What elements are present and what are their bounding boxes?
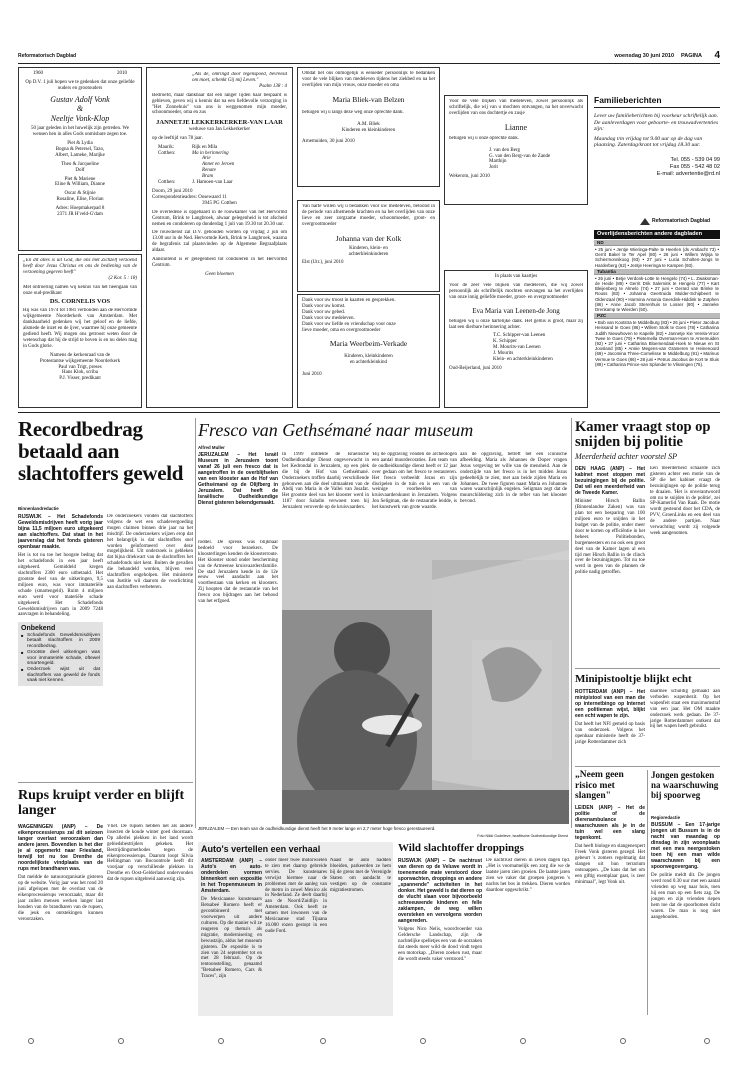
verse: „En dit alles is uit God, die ons met Zichzelf verzoend heeft door Jezus Christus en ons de bediening van de verzoening gegeven heeft"	[23, 258, 137, 275]
mini-text-2: daarmee schuldig gemaakt aan verboden wapenbezit. Op het wapenfeit staat een maximumstraf van een jaar. Het OM maakte onderzoek werk gedaan. De 37-jarige Rotterdammer ontkent dat hij het wapen heeft gebruikt.	[650, 689, 720, 730]
ad-thanks-belzen	[297, 67, 440, 187]
record-text-2: De onderzoekers vonden dat slachtoffers volgens de wet een schadevergoeding mogen claimen binnen drie jaar na het misdrijf. De onderzoekers wijzen erop dat het belangrijk is dat slachtoffers snel worden geïnformeerd over deze mogelijkheid. Uit onderzoek is gebleken dat bijna driekwart van de slachtoffers het schadefonds niet kent. Buiten de gevallen die behandeld worden, blijven veel slachtoffers ongeholpen. Het ministerie van Justitie wil daarom de voorlichting aan slachtoffers verbeteren.	[107, 514, 193, 590]
ad-thanks-weerbeim	[297, 294, 440, 408]
rups-text-2: Vliet. De rupsen hebben net als andere insecten de koude winter goed doorstaan. Op allerlei plekken in het land wordt gebiedsbestrijders gekeken. Het Bestrijdingsmethodes tegen de eikenprocessierups. Daarom loopt Silvia Hellingman van Bocoontrole heeft dit voorjaar op verschillende plekken in Drenthe en Oost-Gelderland ondervonden dat de rupsen uitgebreid aanwezig zijn.	[107, 824, 193, 883]
rel-1: Rijk en Mila	[192, 144, 218, 150]
page-number: 4	[714, 50, 720, 61]
sign-3: Marthijn	[489, 159, 507, 165]
bullet-1: ■ Schadefonds Geweldsmisdrijven betaalt slachtoffers in 2009 recordbedrag.	[21, 633, 100, 650]
slangen-col	[575, 805, 645, 1015]
place: Wekerom, juni 2010	[449, 174, 490, 180]
deceased-name: Lianne	[504, 122, 528, 132]
family-notices-info	[594, 95, 720, 227]
sign-4: Hans Klok, scriba	[62, 370, 98, 376]
fresco-col-2-top	[282, 452, 369, 537]
sign-1: Kinderen, kleinkinderen	[344, 354, 393, 360]
wild-text-2: De nachtrust dieren in zeven dagen tijd. „Het is voornamelijk een zorg die we de laatste jaren zien groeien. De laatste jaren zien we vaker dat groepen jongeren 's nachts het bos in trekken. Dieren worden daardoor opgeschrikt."	[486, 858, 570, 893]
sign-5: Klein- en achterkleinkinderen	[493, 357, 553, 363]
family-4: Theo & Jacqueline	[61, 161, 99, 167]
sign-2: K. Schipper	[493, 339, 517, 345]
kamer-text-1: Minister Hirsch Ballin (Binnenlandse Zaken) was van plan tot een besparing van 100 miljoen euro te snijden in het budget van de politie, onder meer door te korten op efficiëntie in het beheer. Politiebonden, burgemeesters en nu ook een groot deel van de Kamer lagen al een tijd met Hirsch Ballin in de clinch over de bezuinigingen. Tot nu toe werd in geen van de plannen de politie nadig getroffen.	[575, 499, 645, 576]
couple-name-1: Gustav Adolf Vonk	[50, 94, 110, 104]
registration-mark-4	[320, 1038, 326, 1044]
fresco-headline: Fresco van Gethsémané naar museum	[198, 420, 474, 440]
header-rule	[18, 63, 720, 64]
rd-logo	[640, 217, 720, 227]
verse: „Als de, omringd door tegenspoed, bevreesd om moet, schenkt Gij mij Leven."	[192, 72, 287, 83]
kamer-col-2	[650, 466, 720, 664]
date-line: Doorn, 29 juni 2010	[152, 189, 193, 194]
ad-anniversary-vonk	[18, 67, 142, 251]
family-5: Dolf	[75, 167, 85, 173]
mini-col-1	[575, 689, 645, 763]
verse-ref: Psalm 138 : 4	[259, 83, 287, 89]
obit-text-3: • Bob van Kootstra te Middelburg (83) • 26 juni • Pieter Jacobus Heissand te Goes (86) • Willem Stolk te Goes (78) • Catharina Judith Nieuwhoven te Kapelle (82) • Jannetje Kie Verela-Vroor Twee te Goes (79) • Pieternella Overman-Hoen te Arnemuiden (92) • 27 juni • Catharina Bloemendaal-Hoek te Nieuw en St Joosland (85) • Annie Megens-van Grameren te Heinenoord (69) • Jacomina Three-Cornelisse te Middelburg (91) • Marinus Vermue te Goes (86) • 28 juni • Petrus Jacobus de Kort te Sluis (89) • Catharina Prince-van Splunder te Vlissingen (75).	[595, 320, 719, 367]
family-3: Albert, Lameke, Marijke	[55, 152, 105, 158]
registration-mark-6	[520, 1038, 526, 1044]
paper-name: Reformatorisch Dagblad	[18, 53, 77, 59]
jongen-col	[651, 822, 720, 1015]
family-7: Eline & William, Dianne	[55, 182, 105, 188]
title: In plaats van kaartjes	[494, 274, 538, 279]
registration-mark-8	[704, 1038, 710, 1044]
sign-2: achterkleinkinderen	[348, 251, 389, 257]
slangen-lead: LEIDEN (ANP) – Het de politie of de dierenambulance waarschuwen als je in de tuin wel een slang tegenkomt.	[575, 805, 645, 841]
rel-7: J. Hamoen-van Laar	[192, 180, 233, 186]
fresco-col-1-bottom	[198, 540, 278, 810]
wild-text-1: Volgens Nico Nelis, woordvoerder van Geldersche Landschap, zijn de nachtelijke spelletjes een van de oorzaken dat steeds meer wild de dood vindt tegen een motorkap. „Dieren zoeken rust, maar die wordt steeds vaker verstoord."	[398, 927, 482, 962]
obit-text-2: • 26 juni • Betje Verdonk-Lotte te Hengelo (74) • L. Zwaksman-de Heide (89) • Gerrit Drik Salemink te Hengelo (77) • Kart Bleijenberg te Almelo (74) • 27 juni • Gerard van Brinke te Rouss (83) • Johanna Geertruida Mulder-Schipbeert te Oldenzaal (90) • Harmina Antonia Geerdink-Hiddink te Zutphen (86) • Anne Jacob Sterenhuis te Losser (80) • Janneke Drenkamp te Wierden (50).	[595, 275, 719, 313]
intro: Met ontroering namen wij kennis van het heengaan van onze oud-predikant	[23, 284, 137, 296]
couple-name-2: Neeltje Vonk-Klop	[50, 113, 110, 123]
fresco-photo	[282, 540, 569, 824]
deceased-name: DS. CORNELIS VOS	[49, 298, 111, 306]
info-box	[18, 622, 103, 686]
place-1: Maurik:	[158, 144, 175, 150]
ad-obituary-laar	[146, 67, 293, 408]
sign-1: T.C. Schipper-van Leenen	[493, 333, 546, 339]
sign-1: J. van den Berg	[489, 147, 521, 153]
record-col-2	[107, 514, 193, 778]
text: Bedroefd, maar dankbaar dat een langer lijden haar bespaard is gebleven, geven wij u kennis dat na een liefdevolle verzorging in "Het Zonnehuis" van ons is weggenomen mijn moeder, schoonmoeder, oma en zus	[152, 92, 287, 116]
ad-obituary-vos	[18, 254, 142, 408]
rel-2: Ma in herinnering	[192, 150, 229, 156]
anniversary-text: 50 jaar geleden in het huwelijk zijn getreden. We wensen hen in alles Gods onmisbare zegen toe.	[31, 126, 129, 138]
address-2: 3945 PG Cotthen	[202, 200, 237, 206]
slangen-body: Dat heeft biologe en slangenexpert Freek Vonk gisteren gezegd. Het gebeurt 's zomers regelmatig dat slangen uit hun terrarium ontsnappen. „De kans dat het om een giftig exemplaar gaat, is zeer minimaal", legt Vonk uit.	[575, 844, 645, 885]
body: Het is tot nu toe het hoogste bedrag dat het schadefonds in een jaar heeft uitgekeerd. Gemiddeld kregen slachtoffers 2300 euro uitbetaald. Het grootste deel van de uitkeringen, 9,5 miljoen euro, was voor immateriële schade (smartengeld). Ruim 4 miljoen euro werd voor materiële schade uitgekeerd. Het Schadefonds Geweldsmisdrijven nam in 2009 7248 aanvragen in behandeling.	[18, 553, 103, 618]
sign-3: Paul van Trigt, preses	[58, 364, 102, 370]
auto-headline: Auto's vertellen een verhaal	[201, 844, 321, 854]
address-2: 2371 JR H'veld-G'dam	[57, 212, 103, 218]
ad-thanks-lianne	[444, 95, 588, 205]
place: Oud-Beijerland, juni 2010	[449, 365, 502, 371]
text-2: betuigen wij u langs deze weg onze oprechte dank.	[302, 109, 404, 115]
family-text: Lever uw familieberichten bij voorkeur schriftelijk aan. De aanleverdagen voor geboorte- en trouwadvertenties zijn:	[594, 113, 719, 132]
sign-5: P.J. Visser, predikant	[59, 376, 101, 382]
text: Voor de zeer vele blijken van medeleven, die wij zowel persoonlijk als schriftelijk mochten ontvangen na het overlijden van onze innig geliefde moeder, groot- en overgrootmoeder	[449, 282, 583, 300]
registration-mark-5	[420, 1038, 426, 1044]
jongen-headline: Jongen gestoken na waarschuwing bij spoorweg	[651, 770, 719, 800]
auto-text-3: Naast de auto hadden bloeiden, parkeerden ze hem bij de grens met de Verenigde Staten om aandacht te vestigen op de constante migratiestromen.	[330, 858, 391, 893]
deceased-name: Maria Bliek-van Belzen	[332, 94, 405, 104]
fresco-text-2: 'Bij de opgraving vonden de archeologen een aantal muurdecoraties. Een team van de oudheidkundige dienst heeft er 12 jaar over gedaan om het fresco te restaureren. Het fresco verbeeldt Jezus en zijn discipelen in de tuin en is een van de weinige voorbeelden van kruisvaarderskunst in Jeruzalem. Volgens Jon Seligman, die de restauratie leidde, is het kunstwerk van grote waarde.	[372, 452, 457, 511]
family-9: Rosaline, Elise, Florian	[56, 197, 104, 203]
place: Juni 2010	[302, 372, 322, 378]
obit-label-2: Tubantia	[597, 268, 616, 274]
auto-text-1: De Mexicaanse kunstenaars Betsabeé Romero heeft er gecombineerd met voorwerpen uit andere culturen. Op die manier wil ze reageren op thema's als migratie, modernisering en bewustzijn, aldus het museum gisteren. De expositie is te zien van 24 september tot en met 28 februari. Op de tentoonstelling, genaamd "Betsabeé Romero, Cars & Traces", zijn	[201, 897, 262, 980]
wild-col-1	[398, 858, 482, 1015]
obit-title: Overlijdensberichten andere dagbladen	[594, 230, 720, 239]
page-label: PAGINA	[681, 53, 702, 59]
fresco-restoration-image	[282, 540, 569, 824]
auto-col-2	[265, 858, 327, 1014]
fresco-caption-text: JERUZALEM — Een team van de oudheidkundige dienst heeft het 9 meter lange en 2,7 meter hoge fresco gerestaureerd.	[198, 826, 436, 831]
rups-headline: Rups kruipt verder en blijft langer	[18, 788, 185, 818]
text-3: De rouwdienst zal D.V. gehouden worden op vrijdag 2 juli om 13.00 uur in de Ned. Hervormde Kerk, Brink te Langbroek, waarna de begrafenis zal plaatsvinden op de Algemene Begraafplaats aldaar.	[152, 230, 287, 254]
rel-5: Renate	[202, 168, 216, 174]
family-tel: Tel. 055 - 539 04 99	[670, 156, 720, 163]
relatives	[152, 145, 287, 186]
deceased-name: Johanna van der Kolk	[335, 233, 402, 243]
auto-col-3	[330, 858, 391, 1014]
registration-marks	[0, 1028, 738, 1058]
header-date: woensdag 30 juni 2010	[614, 53, 674, 59]
rups-col-1	[18, 824, 103, 1015]
mini-text-1: Dat heeft het NFI gemeld op basis van onderzoek. Volgens het openbaar ministerie heeft de 37-jarige Rotterdammer zich	[575, 722, 645, 746]
obituary-text: Hij was van 1974 tot 1981 verbonden aan de Hervormde wijkgemeente Noorderkerk van Amsterdam. Met dankbaarheid gedenken wij het geloof en de liefde, alsmede de inzet en de ijver, waarmee hij onze gemeente gediend heeft. Wij mogen ons getroost weten door de wetenschap dat hij de strijd te boven is en nu delen mag in Gods glorie.	[23, 308, 137, 349]
widow-of: weduwe van Jan Lekkerkerker	[188, 126, 251, 132]
text-2: betuigen wij u onze oprechte dank.	[449, 135, 519, 141]
sign-4: J. Mourits	[493, 351, 514, 357]
jongen-lead: BUSSUM – Een 17-jarige jongen uit Bussum is in de nacht van maandag op dinsdag in zijn woonplaats met een mes neergestoken toen hij een man wilde waarschuwen bij een spoorwegovergang.	[651, 822, 720, 870]
auto-text-2: onder meer twee motorwielen te zien met daarop gebreide servies. De kunstenares verwijst hiermee naar de problemen met de aanleg van de metro in zowel Mexico als in Nederland. Ze deelt daarbij aan de Noord/Zuidlijn in Amsterdam. Ook heeft ze samen met inwoners van de Mexicaanse stad Tijuana 16.000 rozen gestopt in een oude Ford.	[265, 858, 327, 934]
auto-lead: AMSTERDAM (ANP) – Auto's en auto-onderdelen vormen binnenkort een expositie in het Tropenmuseum in Amsterdam.	[201, 858, 262, 894]
sign-2: Protestantse wijkgemeente Noorderkerk	[39, 358, 121, 364]
deceased-name: Eva Maria van Leenen-de Jong	[472, 306, 560, 315]
place-3: Cotthen:	[158, 180, 176, 186]
kamer-col-1	[575, 466, 645, 664]
verse-ref: (2 Kor. 5 : 18)	[108, 275, 137, 281]
family-text-2: Maandag t/m vrijdag tot 9.00 uur op de dag van plaatsing. Zaterdag/krant tot vrijdag 18.30 uur.	[594, 135, 703, 148]
rel-6: Bram	[202, 174, 214, 180]
obit-text-1: • 25 juni • Jentje Wieringa-Palte te Heerlen (ds Ambacht 73) • Gerrit Bakel te Ter Apel (80) • 26 juni • Willem Wijnja te Schiermonnikoog (93) • 27 juni • Lucia Scholten-Jongs te Harderberg (62) • Jentje Heeringa te Kampen (93).	[595, 247, 719, 268]
deceased-name: JANNETJE LEKKERKERKER-VAN LAAR	[156, 119, 283, 127]
section-rule	[18, 412, 720, 413]
wild-col-2	[486, 858, 570, 1015]
ad-thanks-kolk	[297, 200, 440, 292]
info-box-title: Onbekend	[21, 624, 56, 632]
kamer-lead: DEN HAAG (ANP) – Het kabinet moet stoppen met bezuinigingen bij de politie. Dat wil een meerderheid van de Tweede Kamer.	[575, 466, 645, 496]
rd-logo-icon	[640, 218, 650, 225]
mini-lead: ROTTERDAM (ANP) – Het minipistool van een man die op internetbingo op Internet een politieman wijst, blijkt een echt wapen te zijn.	[575, 689, 645, 719]
sign-2: en achterkleinkind	[349, 360, 388, 366]
lead: RIJSWIJK – Het Schadefonds Geweldsmisdrijven heeft vorig jaar bijna 11,5 miljoen euro uitgekeerd aan slachtoffers. Dat staat in het jaarverslag dat het fonds gisteren openbaar maakte.	[18, 514, 103, 550]
auto-col-1	[201, 858, 262, 1014]
text: Van harte willen wij u bedanken voor uw medeleven, betoond in de periode van afnemende krachten en na het overlijden van onze lieve en zeer zorgzame moeder, schoonmoeder, groot- en overgrootmoeder	[302, 204, 435, 227]
sign-4: Jorit	[489, 165, 498, 171]
fresco-credit: Foto Nikki Godelieve, Israëlische Oudheidkundige Dienst	[477, 834, 568, 838]
fresco-col-1	[198, 452, 278, 537]
family-6: Piet & Mariene	[64, 176, 96, 182]
registration-mark-3	[218, 1038, 224, 1044]
fresco-byline: Alfred Muller	[198, 445, 225, 450]
text-4: Aansluitend is er gelegenheid tot condoleren in het Hervormd Centrum.	[152, 257, 287, 268]
obituaries-other-papers	[594, 230, 720, 408]
no-flowers: Geen bloemen	[205, 271, 234, 277]
year-left: 1960	[33, 71, 43, 76]
line-6: lieve moeder, oma en overgrootmoeder	[302, 327, 381, 333]
sign-1: Kinderen, klein- en	[349, 245, 388, 251]
jongen-byline: Regioredactie	[651, 815, 681, 820]
line-2: Dank voor uw komst.	[302, 303, 346, 309]
address: Correspondentieadres: Oosewaard 11	[152, 194, 227, 200]
fresco-col-4-top	[460, 452, 567, 537]
mini-col-2	[650, 689, 720, 763]
family-email: E-mail: advertentie@rd.nl	[656, 170, 720, 177]
wild-headline: Wild slachtoffer droppings	[398, 842, 524, 854]
text: Voor de vele blijken van medeleven, zowel persoonlijk als schriftelijk, die wij van u mochten ontvangen, na het onverwacht overlijden van ons dochtertje en zusje	[449, 99, 583, 116]
line-3: Dank voor uw gebed.	[302, 309, 346, 315]
obit-label-1: ND	[597, 240, 604, 245]
family-title: Familieberichten	[594, 95, 662, 105]
byline: Binnenlandredactie	[18, 506, 59, 511]
sign-1: Namens de kerkenraad van de	[49, 352, 111, 358]
fresco-text-1: In 1999 ontdekte de Israëlische Oudheidkundige Dienst ongeverwacht in het Kedrondal in Jeruzalem, op een plek die bij de Hof van Gethsémané. Onderzoekers troffen daarbij verschillende gebouwen aan die deel uitmaakten van de Abdij van Maria in de Vallei van Josafat. Het grootste deel van het klooster werd in 1187 door Saladin verwoest toen hij Jeruzalem veroverde op de kruisvaarders.	[282, 452, 369, 511]
line-1: Dank voor uw troost in kaarten en gesprekken.	[302, 298, 396, 303]
masthead	[18, 51, 720, 63]
rel-3: Arie	[202, 156, 211, 162]
kamer-text-2: Een meerderheid schaarde zich gisteren achter een motie van de SP die het kabinet vraagt de bezuinigingen op de politie terug te draaien. 'Het is onverantwoord om nu te snijden in de politie', zei SP-Kamerlid Van Raak. De motie wordt gesteund door het CDA, de PVV, GroenLinks en een deel van de andere partijen. Naar verwachting wordt zij volgende week aangenomen.	[650, 466, 720, 536]
mini-headline: Minipistooltje blijkt echt	[575, 673, 692, 685]
family-8: Oscar & Stijnie	[64, 191, 96, 197]
line-5: Dank voor uw liefde en vriendschap voor onze	[302, 321, 396, 327]
kamer-headline: Kamer vraagt stop op snijden bij politie	[575, 419, 711, 450]
fresco-caption	[198, 826, 568, 831]
anniversary-intro: Op D.V. 1 juli hopen we te gedenken dat onze geliefde ouders en grootouders	[25, 79, 135, 91]
text-2: betuigen wij u onze hartelijke dank. Het gemis is groot, maar zij laat een dierbare herinnering achter.	[449, 318, 583, 330]
rups-lead: WAGENINGEN (ANP) – De eikenprocessierups zal dit seizoen langer overlast veroorzaken dan andere jaren. Bovendien is het dier je al opgemerkt naar Friesland, terwijl tot nu toe Drenthe de noordelijkste vindplaats van de rups met brandharen was.	[18, 824, 103, 872]
sign-2: Kinderen en kleinkinderen	[341, 127, 396, 133]
place: Elst (Utr.), juni 2010	[302, 260, 344, 266]
rd-logo-text: Reformatorisch Dagblad	[652, 218, 711, 224]
rups-text-1: Dat meldde de natuurorganisatie gisteren op de website. Vorig jaar was het rond 20 juni afgelopen met de overlast van de eikenprocessierups veroorzaakt, maar dit jaar zullen mensen werken langer last houden van de brandharen van de rupsen, die jeuk en ontstekingen kunnen veroorzaken.	[18, 875, 103, 922]
jongen-body: De politie meldt dit. De jongen werd rond 0.30 uur met een aantal vrienden op weg naar huis, toen hij een man op een fiets zag. De jongen en zijn vrienden riepen hem toe dat de spoorbomen dicht waren. De man is nog niet aangehouden.	[651, 873, 720, 920]
registration-mark-2	[118, 1038, 124, 1044]
sign-3: M. Mourits-van Leenen	[493, 345, 541, 351]
line-4: Dank voor uw medeleven.	[302, 315, 355, 321]
ad-thanks-leenen	[444, 270, 588, 408]
bullet-2: ■ Grootste deel uitkeringen was voor immateriële schade, oftewel smartengeld.	[21, 650, 100, 667]
fresco-text-4: roddel. De spreuk was blijkbaar bedoeld voor bezoekers. De kloosterlingen kenden de kloosterroute. Het klooster stond onder bescherming van de Armeense kruisvaardersfamilie. De stad Jeruzalem kende in de 12e eeuw veel aandacht aan het voortbestaan van kerken en kloosters. Zij hoopten dat de restauratie van het fresco zou bijdragen aan het behoud van het erfgoed.	[198, 540, 278, 605]
couple-amp: &	[76, 104, 84, 114]
family-2: Bogna & Petersel, Tazo,	[55, 146, 105, 152]
col-1	[18, 514, 103, 778]
text-2: De overledene is opgebaard in de rouwkamer van het Hervormd Centrum, Brink te Langbroek, alwaar gelegenheid is tot afscheid nemen en condoleren op donderdag 1 juli van 19.30 tot 20.30 uur.	[152, 209, 287, 227]
fresco-col-3-top	[372, 452, 457, 537]
wild-lead: RIJSWIJK (ANP) – De nachtrust van dieren op de Veluwe wordt in toenemende mate verstoord door sporwachten, droppings en andere „spannende" activiteiten in het donker. Het geweld is dat dieren op de vlucht slaan voor bijvoorbeeld schreeuwende kinderen en felle zaklampen, de weg willen oversteken en vervolgens worden aangereden.	[398, 858, 482, 924]
slangen-headline: „Neem geen risico met slangen"	[575, 770, 624, 801]
bullet-3: ■ Onderzoek wijst uit dat slachtoffers van geweld de fonds vaak niet kennen.	[21, 667, 100, 684]
rups-col-2	[107, 824, 193, 1015]
family-fax: Fax 055 - 542 48 02	[669, 163, 720, 170]
registration-mark-1	[28, 1038, 34, 1044]
family-1: Piet & Lydia	[67, 141, 93, 147]
fresco-lead: JERUZALEM – Het Israël Museum in Jeruzalem toont vanaf 26 juli een fresco dat is aangetroffen in de overblijfselen van een klooster aan de Hof van Gethsémané op de Olijfberg in Jeruzalem. Dat heeft de Israëlische Oudheidkundige Dienst gisteren bekendgemaakt.	[198, 452, 278, 506]
deceased-name: Maria Weerbeim-Verkade	[329, 339, 408, 349]
rel-4: Annet en Jeroen	[202, 162, 235, 168]
address-1: Adres: Hoepmakerpad 8	[55, 206, 105, 212]
kamer-subhead: Meerderheid achter voorstel SP	[575, 452, 677, 461]
headline: Recordbedrag betaald aan slachtoffers geweld	[18, 417, 184, 485]
obit-label-3: PZC	[597, 313, 607, 319]
sign-2: G. van den Berg-van de Zande	[489, 153, 551, 159]
year-right: 2010	[117, 71, 127, 76]
sign-1: A.M. Bliek	[357, 121, 380, 127]
place-2: Cotthen:	[158, 150, 176, 156]
registration-mark-7	[620, 1038, 626, 1044]
fresco-text-3: aan de opgraving, betreft het een iconische afbeelding. Maria als Johannes de Doper vragen Jezus vergeving ter wille van de mensheid. Aan de onderzijde van het fresco is in het midden Jezus gedeeltelijk te zien, met aan beide zijden Maria en Johannes. De twee figuren naast Maria en Johannes waren waarschijnlijk engelen. Seligman zegt dat de muurschildering zich in de refter van het klooster bevond.	[460, 452, 567, 505]
place: Arnemuiden, 30 juni 2010	[302, 139, 355, 145]
text: Omdat het ons onmogelijk is eenieder persoonlijk te bedanken voor de vele blijken van medeleven tijdens het ziekbed en na het overlijden van mijn vrouw, onze moeder en oma	[302, 71, 435, 88]
age: op de leeftijd van 78 jaar.	[152, 135, 203, 141]
